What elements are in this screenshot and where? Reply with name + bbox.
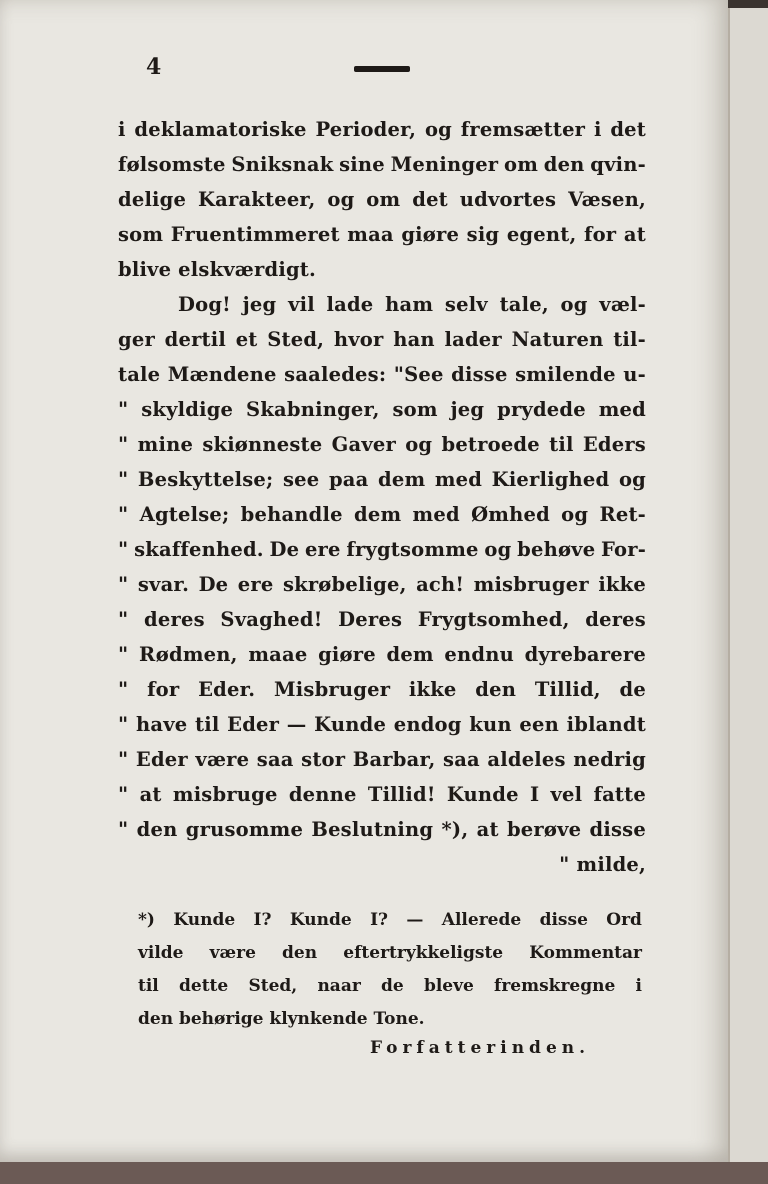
word: Misbruger [274, 678, 391, 701]
word: ikke [598, 573, 646, 596]
word: Væsen, [568, 188, 646, 211]
word: Ord [606, 910, 642, 930]
footnote-line [138, 970, 642, 1003]
book-edge [0, 1162, 768, 1184]
word: som [118, 223, 164, 246]
word: Barbar, [352, 748, 436, 771]
body-text [118, 112, 646, 882]
word: egent, [506, 223, 577, 246]
word: have [136, 713, 188, 736]
word: om [503, 153, 539, 176]
text-line [118, 112, 646, 147]
word: " [118, 538, 129, 561]
word: ikke [408, 678, 457, 701]
word: fremsætter [460, 118, 586, 141]
word: Sted, [248, 976, 298, 996]
word: de [381, 976, 404, 996]
word: stor [301, 748, 346, 771]
text-line [118, 392, 646, 427]
word: og [618, 468, 646, 491]
word: kun [469, 713, 512, 736]
word: fatte [593, 783, 646, 806]
word: dem [386, 643, 434, 666]
word: og [561, 503, 589, 526]
word: paa [328, 468, 369, 491]
word: Kommentar [529, 943, 642, 963]
word: at [139, 783, 162, 806]
word: *), [441, 818, 469, 841]
text-line [118, 462, 646, 497]
word: og [405, 433, 433, 456]
word: I? [370, 910, 388, 930]
word: skiønneste [202, 433, 323, 456]
word: Kunde [289, 910, 352, 930]
text-line [118, 147, 646, 182]
word: som [392, 398, 438, 421]
word: den [136, 818, 178, 841]
word: naar [317, 976, 361, 996]
word: Eder [227, 713, 280, 736]
word: " [118, 783, 129, 806]
word: behøve [517, 538, 596, 561]
word: Tillid! [367, 783, 436, 806]
footnote-line: den behørige klynkende Tone. [138, 1009, 425, 1029]
text-line [118, 637, 646, 672]
word: "See [393, 363, 444, 386]
word: Frygtsomhed, [417, 608, 570, 631]
word: til- [613, 328, 646, 351]
text-line [118, 602, 646, 637]
word: saaledes: [284, 363, 387, 386]
word: jeg [242, 293, 277, 316]
word: jeg [450, 398, 485, 421]
word: maae [248, 643, 308, 666]
word: hvor [333, 328, 384, 351]
word: De [198, 573, 229, 596]
text-line [118, 427, 646, 462]
word: For- [601, 538, 646, 561]
word: *) [138, 910, 155, 930]
word: for [147, 678, 180, 701]
word: misbruge [172, 783, 278, 806]
word: Kunde [173, 910, 236, 930]
word: endog [393, 713, 462, 736]
word: det [412, 188, 448, 211]
word: saa [256, 748, 294, 771]
word: dette [179, 976, 229, 996]
word: Eder [135, 748, 188, 771]
word: Ret- [599, 503, 646, 526]
word: Rødmen, [139, 643, 238, 666]
word: følsomste [118, 153, 226, 176]
word: til [195, 713, 220, 736]
word: — [406, 910, 424, 930]
word: om [366, 188, 401, 211]
word: disse [539, 910, 588, 930]
word: " [118, 818, 129, 841]
word: deres [144, 608, 205, 631]
word: Ømhed [471, 503, 550, 526]
word: skaffenhed. [134, 538, 264, 561]
word: De [269, 538, 300, 561]
signature: Forfatterinden. [370, 1038, 591, 1058]
page-number: 4 [146, 54, 162, 80]
text-line [118, 567, 646, 602]
word: endnu [444, 643, 514, 666]
word: smilende [515, 363, 616, 386]
word: Dog! [178, 293, 231, 316]
word: Sted, [267, 328, 325, 351]
word: Svaghed! [220, 608, 323, 631]
word: dem [378, 468, 426, 491]
word: behandle [240, 503, 343, 526]
footnote-line [138, 937, 642, 970]
word: lader [444, 328, 502, 351]
word: og [327, 188, 355, 211]
header-ornament [354, 66, 410, 72]
word: giøre [318, 643, 376, 666]
word: " [118, 573, 129, 596]
word: at [623, 223, 646, 246]
word: sine [339, 153, 385, 176]
word: den [475, 678, 517, 701]
word: ger [118, 328, 155, 351]
word: berøve [506, 818, 582, 841]
word: " [118, 608, 129, 631]
word: være [209, 943, 256, 963]
word: " [118, 503, 129, 526]
word: Eders [582, 433, 646, 456]
word: ach! [416, 573, 465, 596]
word: dem [354, 503, 402, 526]
word: bleve [423, 976, 474, 996]
word: væl- [599, 293, 646, 316]
word: Tillid, [534, 678, 601, 701]
word: de [619, 678, 646, 701]
word: skyldige [141, 398, 234, 421]
word: i [118, 118, 126, 141]
word: " [118, 713, 129, 736]
footnote [138, 904, 642, 1036]
word: han [393, 328, 435, 351]
word: til [138, 976, 159, 996]
word: I? [253, 910, 272, 930]
word: selv [444, 293, 488, 316]
word: dyrebarere [524, 643, 646, 666]
word: fremskregne [494, 976, 616, 996]
word: mine [137, 433, 194, 456]
text-line [118, 707, 646, 742]
catchword: " milde, [559, 853, 646, 876]
word: Agtelse; [139, 503, 230, 526]
text-line [118, 497, 646, 532]
word: i [593, 118, 602, 141]
word: " [118, 398, 129, 421]
text-line [118, 742, 646, 777]
word: Gaver [331, 433, 396, 456]
word: betroede [441, 433, 540, 456]
word: svar. [137, 573, 190, 596]
word: saa [443, 748, 480, 771]
word: med [412, 503, 460, 526]
word: et [235, 328, 258, 351]
word: denne [288, 783, 357, 806]
word: een [519, 713, 559, 736]
word: Meninger [390, 153, 499, 176]
word: eftertrykkeligste [343, 943, 504, 963]
footnote-line [138, 904, 642, 937]
word: i [635, 976, 642, 996]
word: misbruger [473, 573, 589, 596]
word: med [598, 398, 646, 421]
word: Naturen [511, 328, 604, 351]
word: lade [326, 293, 374, 316]
word: " [118, 433, 129, 456]
word: Eder. [198, 678, 256, 701]
next-page-edge [728, 8, 768, 1168]
word: Beskyttelse; [137, 468, 274, 491]
word: med [434, 468, 483, 491]
word: for [584, 223, 617, 246]
text-line [118, 287, 646, 322]
word: iblandt [566, 713, 646, 736]
word: Kunde [314, 713, 387, 736]
word: udvortes [459, 188, 557, 211]
word: og [424, 118, 452, 141]
word: Skabninger, [246, 398, 380, 421]
word: den [543, 153, 585, 176]
word: delige [118, 188, 187, 211]
word: at [476, 818, 499, 841]
word: Deres [338, 608, 403, 631]
word: være [195, 748, 250, 771]
word: prydede [497, 398, 586, 421]
word: " [118, 748, 129, 771]
word: Perioder, [315, 118, 417, 141]
text-line [118, 357, 646, 392]
word: vel [550, 783, 583, 806]
word: sig [466, 223, 500, 246]
word: vil [288, 293, 315, 316]
word: Kunde [446, 783, 519, 806]
word: Karakteer, [198, 188, 316, 211]
text-line [118, 217, 646, 252]
word: tale, [499, 293, 549, 316]
word: I [529, 783, 540, 806]
text-line [118, 182, 646, 217]
word: see [283, 468, 320, 491]
text-line [118, 532, 646, 567]
word: nedrig [573, 748, 646, 771]
word: " [118, 643, 129, 666]
word: disse [451, 363, 508, 386]
word: Mændene [167, 363, 277, 386]
word: qvin- [590, 153, 646, 176]
text-line [118, 777, 646, 812]
word: ere [237, 573, 274, 596]
word: ere [304, 538, 341, 561]
word: — [286, 713, 307, 736]
word: Sniksnak [231, 153, 334, 176]
word: tale [118, 363, 161, 386]
word: Beslutning [311, 818, 434, 841]
word: u- [623, 363, 646, 386]
text-line [118, 322, 646, 357]
word: til [549, 433, 574, 456]
word: maa [347, 223, 394, 246]
word: " [118, 678, 129, 701]
word: dertil [164, 328, 226, 351]
word: skrøbelige, [282, 573, 407, 596]
word: aldeles [487, 748, 566, 771]
word: deres [585, 608, 646, 631]
text-line [118, 672, 646, 707]
word: Fruentimmeret [170, 223, 340, 246]
word: og [560, 293, 588, 316]
text-line [118, 812, 646, 847]
word: frygtsomme [346, 538, 479, 561]
word: den [282, 943, 318, 963]
word: vilde [138, 943, 184, 963]
word: Kierlighed [491, 468, 610, 491]
word: Allerede [441, 910, 522, 930]
word: disse [589, 818, 646, 841]
text-line: blive elskværdigt. [118, 258, 316, 281]
word: ham [385, 293, 434, 316]
word: deklamatoriske [134, 118, 307, 141]
word: " [118, 468, 129, 491]
word: giøre [401, 223, 460, 246]
word: det [610, 118, 646, 141]
word: og [484, 538, 512, 561]
word: grusomme [185, 818, 304, 841]
